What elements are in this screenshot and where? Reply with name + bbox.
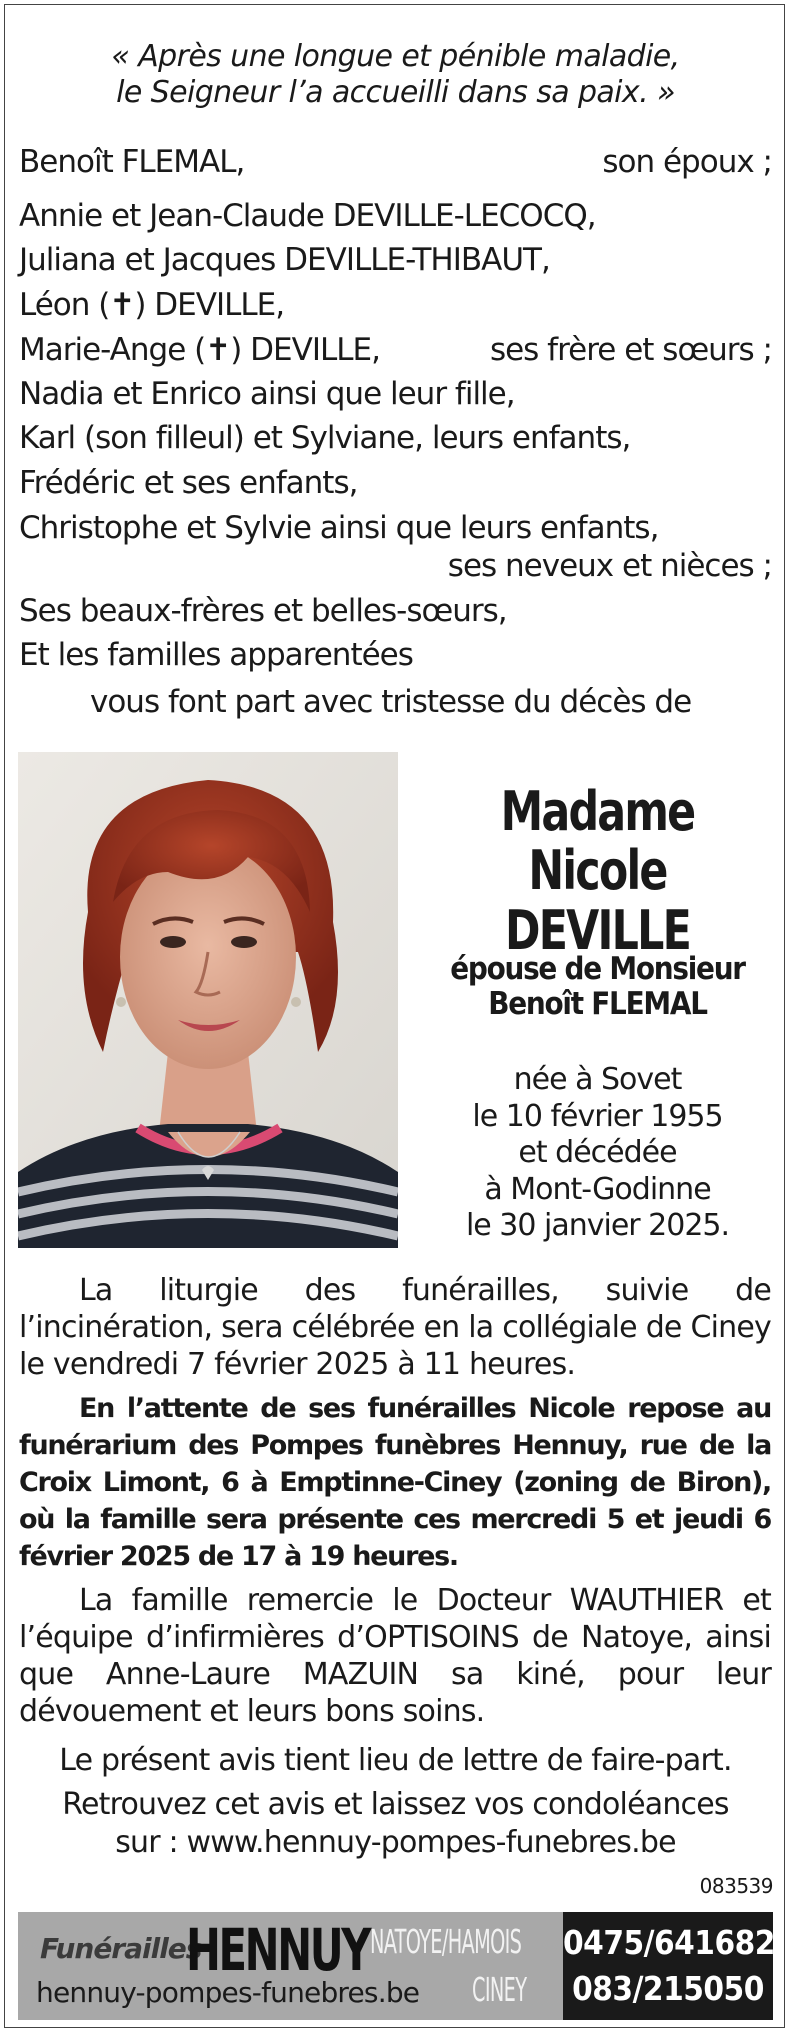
spouse-name: Benoît FLEMAL, (19, 144, 245, 180)
dates-block (410, 1062, 785, 1245)
sibling-4: Marie-Ange (✝) DEVILLE, (19, 332, 380, 368)
funeral-home-banner (18, 1912, 773, 2020)
nephew-2: Karl (son filleul) et Sylviane, leurs enfants, (19, 420, 631, 456)
death-date: le 30 janvier 2025. (465, 1208, 730, 1244)
location-1: NATOYE/HAMOIS (370, 1922, 522, 1961)
deceased-name: Nicole DEVILLE (504, 839, 691, 962)
quote-line-1: « Après une longue et pénible maladie, (111, 39, 680, 74)
death-intro: et décédée (518, 1135, 677, 1171)
thanks-paragraph: La famille remercie le Docteur WAUTHIER et l’équipe d’infirmières d’OPTISOINS de Natoye, ainsi que Anne-Laure MAZUIN sa kiné, pour leur dévouement et leurs bons soins. (19, 1583, 771, 1729)
nephew-3: Frédéric et ses enfants, (19, 465, 358, 501)
condolences-line-1: Retrouvez cet avis et laissez vos condoléances (62, 1787, 729, 1822)
funerailles-label: Funérailles (40, 1932, 202, 1965)
notice-line: Le présent avis tient lieu de lettre de faire-part. (59, 1743, 732, 1778)
families-line: Et les familles apparentées (19, 637, 413, 673)
brand-logo: HENNUY (186, 1916, 370, 1984)
sibling-1: Annie et Jean-Claude DEVILLE-LECOCQ, (19, 198, 596, 234)
quote-line-2: le Seigneur l’a accueilli dans sa paix. » (116, 75, 675, 110)
sibling-3: Léon (✝) DEVILLE, (19, 287, 285, 323)
death-place: à Mont-Godinne (484, 1171, 711, 1207)
birth-date: le 10 février 1955 (472, 1098, 723, 1134)
spouse-role: son époux ; (602, 144, 772, 180)
reference-number: 083539 (699, 1874, 773, 1898)
nephew-1: Nadia et Enrico ainsi que leur fille, (19, 376, 515, 412)
nephew-4: Christophe et Sylvie ainsi que leurs enfants, (19, 510, 659, 546)
deceased-title: Madame (500, 780, 695, 843)
liturgy-paragraph: La liturgie des funérailles, suivie de l’incinération, sera célébrée en la collégiale de Ciney le vendredi 7 février 2025 à 11 heures. (19, 1273, 771, 1382)
phone-box (563, 1912, 773, 2020)
phone-1[interactable]: 0475/641682 (563, 1923, 775, 1962)
announce-line: vous font part avec tristesse du décès de (90, 684, 692, 720)
spouse-line-2: Benoît FLEMAL (488, 985, 707, 1022)
nephews-role: ses neveux et nièces ; (447, 548, 772, 584)
location-2: CINEY (472, 1970, 527, 2009)
inlaws-line: Ses beaux-frères et belles-sœurs, (19, 593, 507, 629)
phone-2[interactable]: 083/215050 (572, 1969, 764, 2008)
portrait-photo (18, 752, 398, 1248)
spouse-block (410, 952, 785, 1021)
sibling-2: Juliana et Jacques DEVILLE-THIBAUT, (19, 242, 550, 278)
siblings-role: ses frère et sœurs ; (489, 332, 772, 368)
condolences-line-2: sur : www.hennuy-pompes-funebres.be (115, 1825, 676, 1860)
website-link[interactable]: hennuy-pompes-funebres.be (36, 1976, 420, 2009)
spouse-line-1: épouse de Monsieur (450, 951, 745, 987)
visitation-paragraph: En l’attente de ses funérailles Nicole repose au funérarium des Pompes funèbres Hennuy, rue de la Croix Limont, 6 à Emptinne-Ciney (zoning de Biron), où la famille sera présente ces mercredi 5 et jeudi 6 février 2025 de 17 à 19 heures. (19, 1393, 771, 1572)
deceased-header (410, 782, 785, 960)
birth-place: née à Sovet (513, 1062, 682, 1097)
